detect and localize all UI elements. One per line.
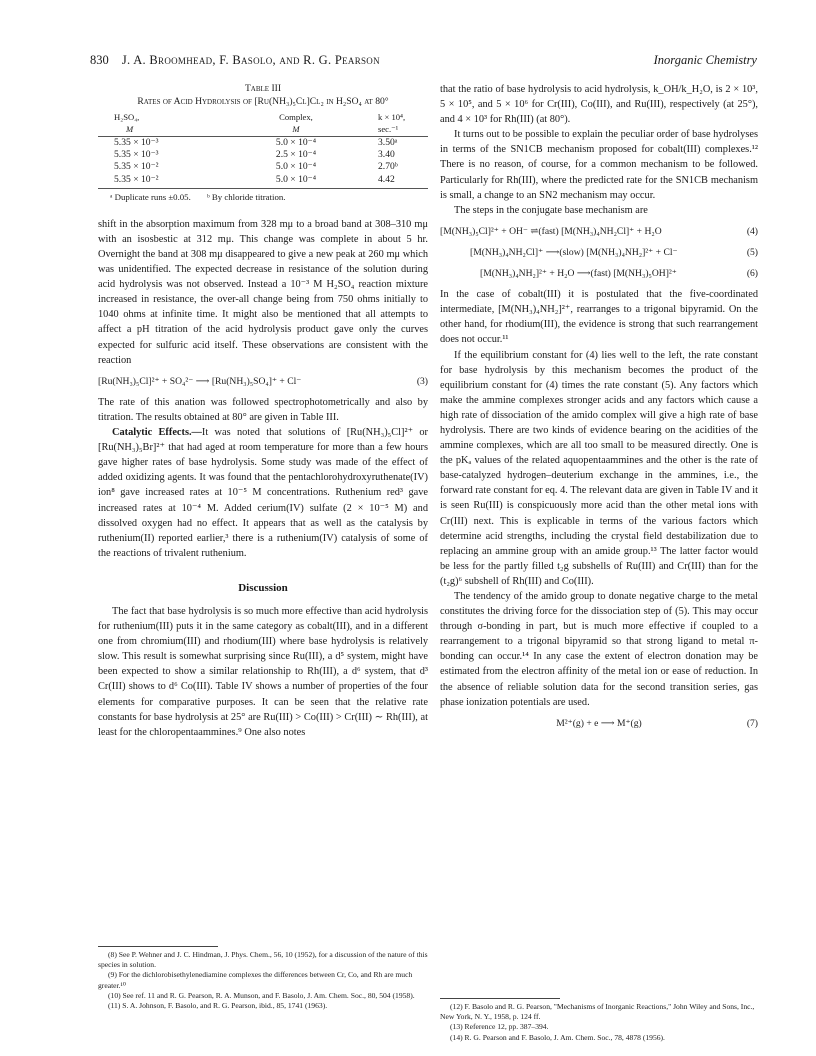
table-row <box>98 161 428 173</box>
footnote: (14) R. G. Pearson and F. Basolo, J. Am. Chem. Soc., 78, 4878 (1956). <box>450 1032 665 1042</box>
equation-body: M²⁺(g) + e ⟶ M⁺(g) <box>556 717 642 729</box>
table-cell: 3.40 <box>378 149 395 161</box>
table-label: Table III <box>244 83 282 94</box>
table-cell: 3.50ᵃ <box>378 137 398 148</box>
table-cell: 5.35 × 10⁻² <box>98 174 236 189</box>
table-footnotes <box>98 191 428 203</box>
table-cell: 5.0 × 10⁻⁴ <box>236 174 356 189</box>
paragraph-text: It was noted that solutions of [Ru(NH₃)₅Cl]²⁺ or [Ru(NH₃)₅Br]²⁺ that had aged at room temperature for more than a few hours gave higher rates of base hydrolysis. Some study was made of the effect of added oxidizing agents. It was found that the pentachlorohydroxyruthenate(IV) ion⁸ gave increased rates at 10⁻⁵ M concentrations. Ruthenium red³ gave increased rates at 10⁻⁴ M. Added cerium(IV) sulfate (2 × 10⁻⁵ M) and dissolved oxygen had no effect. It appears that as well as the catalysis by ruthenium(II) reported earlier,³ there is a ruthenium(IV) catalysis of some of the reactions of trivalent ruthenium. <box>98 427 428 559</box>
table-row <box>98 174 428 189</box>
col-header-complex: Complex, <box>279 112 313 122</box>
table-iii-grid <box>98 110 428 189</box>
equation-body: [M(NH₃)₄NH₂]²⁺ + H₂O ⟶(fast) [M(NH₃)₅OH]²⁺ <box>480 268 677 280</box>
footnote-rule <box>440 998 560 999</box>
equation-number: (6) <box>746 268 758 280</box>
running-authors: J. A. Broomhead, F. Basolo, and R. G. Pearson <box>121 53 380 67</box>
run-in-heading: Catalytic Effects.— <box>112 427 202 439</box>
footnote: (13) Reference 12, pp. 387–394. <box>450 1022 549 1032</box>
paragraph: that the ratio of base hydrolysis to acid hydrolysis, k_OH/k_H₂O, is 2 × 10³, 5 × 10⁵, and 5 × 10⁶ for Cr(III), Co(III), and Ru(III), respectively (at 25°), and 4 × 10³ for Rh(III) (at 80°). <box>440 84 758 126</box>
table-row <box>98 149 428 161</box>
paragraph: The tendency of the amido group to donate negative charge to the metal constitutes the driving force for the dissociation step of (5). This may occur through σ-bonding in part, but is much more effective if coupled to a rearrangement to a trigonal bipyramid so that strong ligand to metal π-bonding can occur.¹⁴ In any case the extent of electron donation may be estimated from the electron affinity of the metal ion or ease of reduction. In the absence of reliable solution data for the second transition series, gas phase ionization potentials are used. <box>440 591 758 708</box>
right-column <box>440 82 758 731</box>
equation-number: (4) <box>746 225 758 237</box>
col-header-acid: H₂SO₄, <box>114 112 140 122</box>
equation-body: [Ru(NH₃)₅Cl]²⁺ + SO₄²⁻ ⟶ [Ru(NH₃)₅SO₄]⁺ + Cl⁻ <box>98 375 302 387</box>
equation-number: (7) <box>746 717 758 729</box>
paragraph: The rate of this anation was followed spectrophotometrically and also by titration. The results obtained at 80° are given in Table III. <box>98 396 428 423</box>
table-cell: 5.35 × 10⁻² <box>114 161 159 173</box>
paragraph: The steps in the conjugate base mechanism are <box>454 204 648 216</box>
footnotes-right <box>440 990 758 1043</box>
table-iii <box>98 82 428 203</box>
journal-title: Inorganic Chemistry <box>653 53 757 67</box>
footnotes-left <box>98 938 428 1011</box>
equation-4 <box>440 224 758 239</box>
footnote: (8) See P. Wehner and J. C. Hindman, J. Phys. Chem., 56, 10 (1952), for a discussion of the nature of this species in solution. <box>98 950 428 970</box>
running-header-left <box>90 53 380 68</box>
footnote: (10) See ref. 11 and R. G. Pearson, R. A. Munson, and F. Basolo, J. Am. Chem. Soc., 80, 504 (1958). <box>108 990 415 1000</box>
left-column <box>98 82 428 740</box>
paragraph: In the case of cobalt(III) it is postulated that the five-coordinated intermediate, [M(NH₃)₄NH₂]²⁺, rearranges to a trigonal bipyramid. On the other hand, for rhodium(III), the evidence is strong that such rearrangement does not occur.¹¹ <box>440 289 758 346</box>
equation-7 <box>440 716 758 731</box>
col-header-k: k × 10⁴, <box>378 112 406 122</box>
table-cell: 5.0 × 10⁻⁴ <box>275 161 317 173</box>
table-cell: 2.5 × 10⁻⁴ <box>275 149 317 161</box>
table-cell: 2.70ᵇ <box>378 161 398 173</box>
paragraph: If the equilibrium constant for (4) lies well to the left, the rate constant for base hydrolysis by this mechanism becomes the product of the equilibrium constant for (4) times the rate constant (5). Any factors which make the ammine complexes stronger acids and any factors which cause a high rate of dissociation of the amido complex will give a high rate of base hydrolysis. There are two kinds of evidence bearing on the acidities of the ammine complexes, which are all too small to be measured directly. One is the pKₐ values of the related aquopentaammines and the other is the rate of base-catalyzed hydrogen–deuterium exchange in the ammines, i.e., the forward rate constant for eq. 4. The relevant data are given in Table IV and it is seen Ru(III) is conspicuously more acid than the other metal ions with Cr(III) next. This is explicable in terms of the various factors which determine acid strengths, including the crystal field destabilization due to replacing an ammine group with an amide group.¹³ The latter factor would be less for the partly filled t₂g subshells of Ru(III) and Cr(III) than for the (t₂g)⁶ subshell of Rh(III) and Co(III). <box>440 349 758 587</box>
paragraph: It turns out to be possible to explain the peculiar order of base hydrolyses in terms of the SN1CB mechanism proposed for cobalt(III) complexes.¹² There is no reason, of course, for a common mechanism to be followed. Particularly for Rh(III), where the predicted rate for the SN1CB mechanism is small, a change to an SN2 mechanism may occur. <box>440 129 758 201</box>
equation-3 <box>98 374 428 389</box>
equation-number: (5) <box>746 246 758 258</box>
footnote: (11) S. A. Johnson, F. Basolo, and R. G. Pearson, ibid., 85, 1741 (1963). <box>108 1001 328 1011</box>
footnote-rule <box>98 946 218 947</box>
footnote: (12) F. Basolo and R. G. Pearson, "Mechanisms of Inorganic Reactions," John Wiley and Sons, Inc., New York, N. Y., 1958, p. 124 ff. <box>440 1002 755 1022</box>
table-footnote-b: ᵇ By chloride titration. <box>206 191 286 202</box>
equation-6 <box>440 266 758 281</box>
paragraph-catalytic-effects <box>98 425 428 561</box>
col-unit-k: sec.⁻¹ <box>356 122 428 137</box>
page-number: 830 <box>90 53 109 67</box>
table-title: Rates of Acid Hydrolysis of [Ru(NH₃)₅Cl]Cl₂ in H₂SO₄ at 80° <box>137 96 389 107</box>
footnote: (9) For the dichlorobisethylenediamine complexes the differences between Cr, Co, and Rh are much greater.¹⁰ <box>98 970 413 990</box>
table-row <box>98 137 428 150</box>
equation-5 <box>440 245 758 260</box>
table-cell: 5.35 × 10⁻³ <box>114 149 159 161</box>
col-unit-acid: M <box>98 122 236 137</box>
table-cell: 5.0 × 10⁻⁴ <box>275 137 317 148</box>
table-cell: 5.35 × 10⁻³ <box>114 137 159 148</box>
col-unit-complex: M <box>236 122 356 137</box>
table-footnote-a: ᵃ Duplicate runs ±0.05. <box>110 191 191 202</box>
equation-body: [M(NH₃)₄NH₂Cl]⁺ ⟶(slow) [M(NH₃)₄NH₂]²⁺ + Cl⁻ <box>470 246 678 258</box>
paragraph: shift in the absorption maximum from 328 mμ to a broad band at 308–310 mμ with an isosbestic at 312 mμ. This change was complete in about 5 hr. Overnight the band at 308 mμ disappeared to give a new peak at 260 mμ which was unidentified. The expected decrease in resistance of the solution during acid hydrolysis was not observed. Instead a 10⁻³ M H₂SO₄ reaction mixture increased in resistance, the over-all change being from 750 ohms initially to 1040 ohms at infinite time. It might also be mentioned that all attempts to affect a pH titration of the acid hydrolysis product gave only the curves expected for sulfuric acid itself. These observations are consistent with the reaction <box>98 218 428 366</box>
equation-number: (3) <box>416 375 428 387</box>
paragraph: The fact that base hydrolysis is so much more effective than acid hydrolysis for ruthenium(III) puts it in the same category as cobalt(III), and in a different one from chromium(III) and rhodium(III) where base hydrolysis is relatively slow. This result is somewhat surprising since Ru(III), a d⁵ system, might have been expected to show a similar relationship to Rh(III), a d⁶ system, that d³ Cr(III) shows to d⁶ Co(III). Table IV shows a number of properties of the four elements for comparative purposes. It can be seen that the relative rate constants for base hydrolysis at 25° are Ru(III) > Co(III) > Cr(III) ∼ Rh(III), at least for the chloropentaammines.⁹ One also notes <box>98 605 428 738</box>
table-cell: 4.42 <box>356 174 428 189</box>
equation-body: [M(NH₃)₅Cl]²⁺ + OH⁻ ⇌(fast) [M(NH₃)₄NH₂Cl]⁺ + H₂O <box>440 225 662 237</box>
section-heading: Discussion <box>238 581 288 594</box>
